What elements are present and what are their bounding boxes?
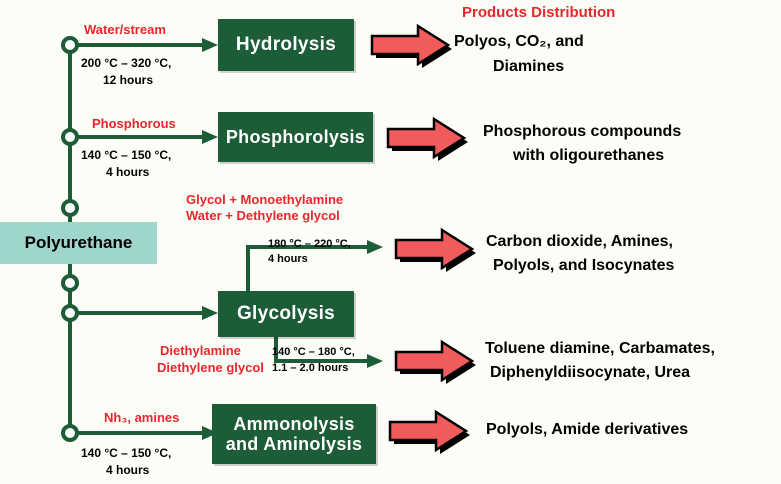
product-ammonolysis-line1: Polyols, Amide derivatives: [486, 421, 689, 438]
process-node-ammonolysis-aminolysis[interactable]: [212, 404, 376, 464]
conditions-ammonolysis-line2: 4 hours: [106, 463, 150, 477]
product-hydrolysis-line2: Diamines: [493, 58, 565, 75]
product-glycolysis-top-line2: Polyols, and Isocynates: [493, 257, 675, 274]
page-title: Products Distribution: [462, 4, 616, 21]
conditions-hydrolysis-line2: 12 hours: [103, 73, 154, 87]
conditions-glycolysis-bottom-line1: 140 °C – 180 °C,: [272, 346, 355, 358]
conditions-glycolysis-top-line2: 4 hours: [268, 253, 308, 265]
conditions-glycolysis-top-line1: 180 °C – 220 °C,: [268, 238, 351, 250]
product-hydrolysis-line1: Polyos, CO₂, and: [454, 33, 584, 50]
process-node-glycolysis[interactable]: Glycolysis: [218, 291, 354, 337]
product-glycolysis-top-line1: Carbon dioxide, Amines,: [486, 233, 673, 250]
reagent-hydrolysis: Water/stream: [84, 22, 166, 37]
product-phosphorolysis-line1: Phosphorous compounds: [483, 123, 682, 140]
reagent-glycolysis-bottom-line1: Diethylamine: [160, 343, 241, 358]
reagent-ammonolysis: Nh₃, amines: [104, 410, 180, 425]
process-node-ammonolysis-line1: Ammonolysis: [233, 413, 355, 434]
product-glycolysis-bottom-line1: Toluene diamine, Carbamates,: [485, 340, 715, 357]
product-phosphorolysis-line2: with oligourethanes: [513, 147, 665, 164]
block-arrow-glycolysis-top: [392, 226, 476, 272]
conditions-glycolysis-bottom-line2: 1.1 – 2.0 hours: [272, 362, 349, 374]
process-node-ammonolysis-line2: and Aminolysis: [225, 434, 363, 454]
conditions-phosphorolysis-line1: 140 °C – 150 °C,: [81, 148, 172, 162]
process-node-phosphorolysis[interactable]: Phosphorolysis: [218, 112, 373, 162]
reagent-glycolysis-top-line1: Glycol + Monoethylamine: [186, 192, 344, 207]
block-arrow-glycolysis-bottom: [392, 338, 476, 384]
block-arrow-hydrolysis: [368, 22, 452, 68]
process-node-hydrolysis[interactable]: Hydrolysis: [218, 19, 354, 71]
source-node-polyurethane[interactable]: Polyurethane: [0, 222, 157, 264]
block-arrow-ammonolysis: [386, 408, 470, 454]
reagent-glycolysis-bottom-line2: Diethylene glycol: [157, 360, 264, 375]
product-glycolysis-bottom-line2: Diphenyldiisocynate, Urea: [490, 364, 691, 381]
conditions-phosphorolysis-line2: 4 hours: [106, 165, 150, 179]
reagent-glycolysis-top-line2: Water + Dethylene glycol: [186, 208, 340, 223]
conditions-ammonolysis-line1: 140 °C – 150 °C,: [81, 446, 172, 460]
block-arrow-phosphorolysis: [384, 115, 468, 161]
reagent-phosphorolysis: Phosphorous: [92, 116, 176, 131]
conditions-hydrolysis-line1: 200 °C – 320 °C,: [81, 56, 172, 70]
